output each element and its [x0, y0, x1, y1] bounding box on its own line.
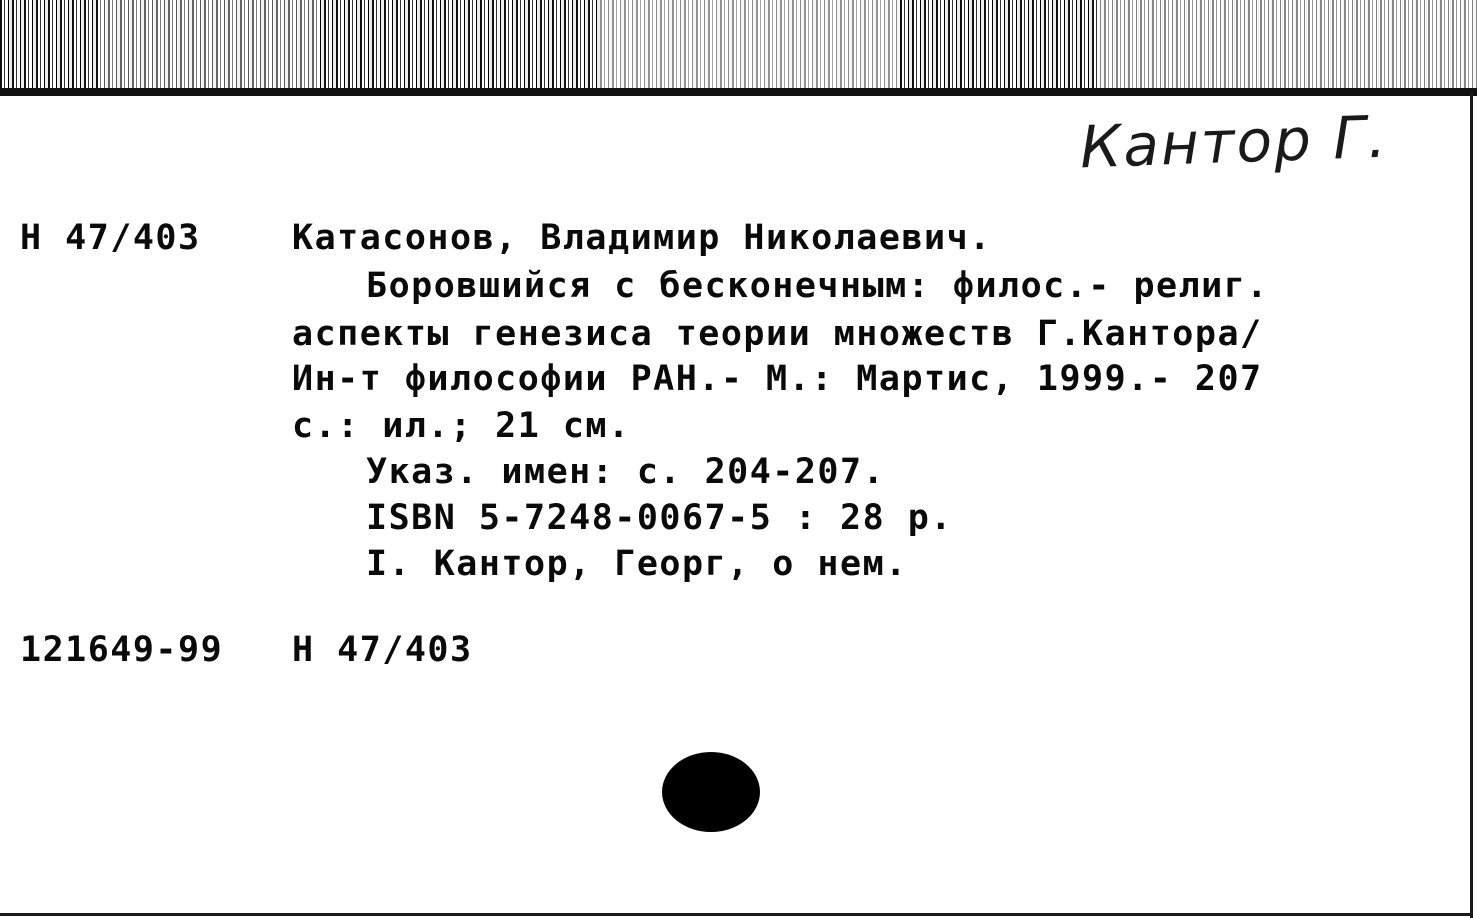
- scan-noise: [1100, 0, 1477, 88]
- imprint-line: Ин-т философии РАН.- М.: Мартис, 1999.- 207: [292, 359, 1263, 399]
- title-line-2: аспекты генезиса теории множеств Г.Кантора/: [292, 314, 1263, 354]
- scan-noise: [600, 0, 900, 88]
- index-note: Указ. имен: с. 204-207.: [366, 452, 886, 492]
- punch-hole: [662, 752, 760, 832]
- card-bottom-edge: [0, 913, 1470, 916]
- subject-entry: I. Кантор, Георг, о нем.: [366, 544, 908, 584]
- title-line-1: Боровшийся с бесконечным: филос.- религ.: [366, 266, 1269, 306]
- physical-description: с.: ил.; 21 см.: [292, 406, 631, 446]
- author-heading: Катасонов, Владимир Николаевич.: [292, 218, 992, 258]
- scan-noise: [100, 0, 320, 88]
- inventory-number: 121649-99: [20, 630, 224, 670]
- isbn-price: ISBN 5-7248-0067-5 : 28 р.: [366, 498, 953, 538]
- inventory-call-number: Н 47/403: [292, 630, 473, 670]
- call-number: Н 47/403: [20, 218, 201, 258]
- card-right-edge: [1470, 92, 1473, 918]
- handwritten-subject-note: Кантор Г.: [1078, 102, 1390, 182]
